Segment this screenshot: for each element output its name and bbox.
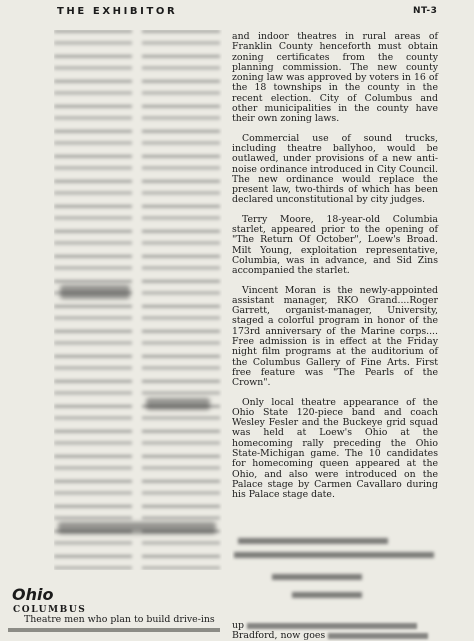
article-body (232, 32, 438, 509)
page-number: NT-3 (413, 6, 438, 16)
section-lead-text: Theatre men who plan to build drive-ins (24, 614, 215, 625)
section-title: Ohio (12, 585, 54, 604)
ad-column-left (54, 30, 132, 570)
blurred-advertisement (54, 30, 222, 570)
bottom-rule (8, 628, 220, 632)
blur-bar (272, 574, 362, 580)
blur-bar (292, 592, 362, 598)
city-heading: COLUMBUS (13, 605, 87, 615)
page-header (0, 0, 474, 26)
article-paragraph: Terry Moore, 18-year-old Columbia starlet, appeared prior to the opening of "The Return Of October", Loew's Broad. Milt Young, exploitation representative, Columbia, was in advance, and Sid Zins accompanied the starlet. (232, 213, 438, 277)
article-paragraph: Vincent Moran is the newly-appointed assistant manager, RKO Grand....Roger Garrett, organist-manager, University, staged a colorful program in honor of the 173rd anniversary of the Marine corps.... Free admission is in effect at the Friday night film programs at the auditorium of the Columbus Gallery of Fine Arts. First free feature was "The Pearls of the Crown". (232, 284, 438, 389)
blurred-text-block (232, 530, 440, 610)
article-paragraph: Only local theatre appearance of the Ohio State 120-piece band and coach Wesley Fesler and the Buckeye grid squad was held at Loew's Ohio at the homecoming rally preceding the Ohio State-Michigan game. The 10 candidates for homecoming queen appeared at the Ohio, and also were introduced on the Palace stage by Carmen Cavallaro during his Palace stage date. (232, 396, 438, 501)
blur-bar (234, 552, 434, 558)
masthead: THE EXHIBITOR (57, 6, 178, 17)
article-paragraph: Commercial use of sound trucks, including theatre ballyhoo, would be outlawed, under provisions of a new anti-noise ordinance introduced in City Council. The new ordinance would replace the present law, two-thirds of which has been declared unconstitutional by city judges. (232, 132, 439, 206)
smear (328, 633, 428, 639)
ad-column-right (142, 30, 220, 570)
smear (247, 623, 417, 629)
ad-smudge (146, 398, 210, 410)
article-paragraph: and indoor theatres in rural areas of Franklin County henceforth must obtain zoning certificates from the county planning commission. The new county zoning law was approved by voters in 16 of the 18 townships in the county in the recent election. City of Columbus and other municipalities in the county have their own zoning laws. (232, 31, 438, 125)
ad-smudge (58, 522, 216, 534)
blur-bar (238, 538, 388, 544)
continuation-line (232, 630, 428, 641)
continuation-text: Bradford, now goes (232, 630, 326, 641)
ad-smudge (60, 285, 130, 299)
continuation-text: up (232, 620, 245, 631)
